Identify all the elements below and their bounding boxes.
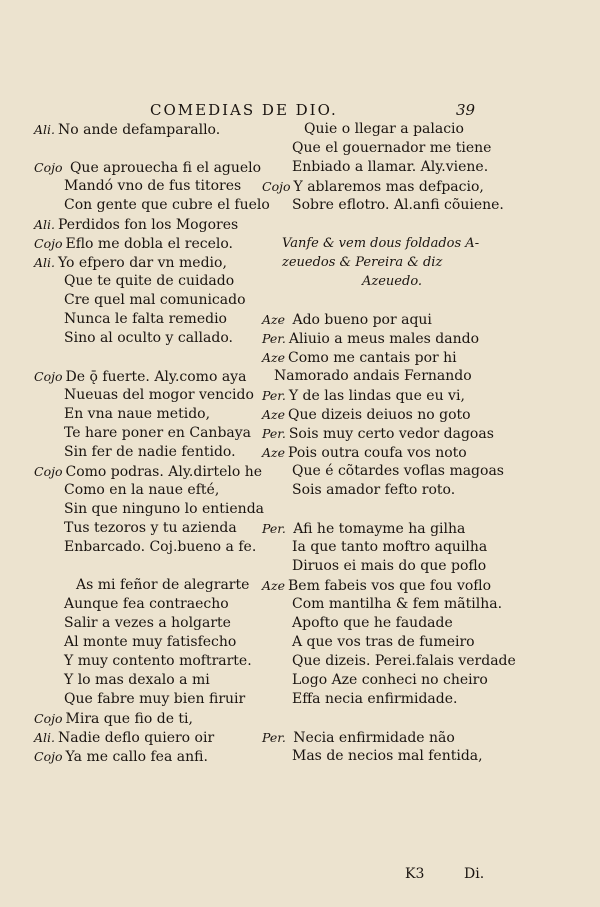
verse-text: Y muy contento moftrarte. [64,653,252,669]
verse-text: Diruos ei mais do que poflo [292,558,487,574]
verse-line [34,177,284,196]
verse-text: Te hare poner en Canbaya [64,425,252,441]
verse-text: Afi he tomayme ha gilha [288,521,466,537]
verse-text: Aliuio a meus males dando [288,331,480,347]
verse-text: Bem fabeis vos que fou voflo [288,578,492,594]
verse-line [34,652,284,671]
verse-text: Necia enfirmidade não [288,730,455,746]
verse-line [262,329,592,348]
verse-text: Ia que tanto moftro aquilha [292,539,488,555]
speaker-label: Aze [262,578,286,593]
verse-text: Y de las lindas que eu vi, [288,388,465,404]
verse-line [262,576,592,595]
speaker-label: Aze [262,407,286,422]
verse-text: Sin fer de nadie fentido. [64,444,236,460]
verse-text: Y lo mas dexalo a mi [64,672,210,688]
speaker-label: Cojo [34,464,63,479]
verse-text: Apofto que he faudade [292,615,453,631]
verse-line [34,234,284,253]
verse-text: Eflo me dobla el recelo. [65,236,234,252]
verse-line [34,481,284,500]
running-title: COMEDIAS DE DIO. [150,101,338,119]
stanza-gap [262,291,592,310]
verse-line [34,709,284,728]
verse-text: En vna naue metido, [64,406,211,422]
verse-text: Que dizeis deiuos no goto [288,407,471,423]
verse-line [262,747,592,766]
verse-line [34,614,284,633]
speaker-label: Cojo [34,711,63,726]
verse-line [34,690,284,709]
speaker-label: Aze [262,445,286,460]
verse-text: Sois amador fefto roto. [292,482,456,498]
speaker-label: Cojo [34,749,63,764]
verse-text: Sois muy certo vedor dagoas [288,426,494,442]
speaker-label: Per. [262,388,286,403]
speaker-label: Cojo [34,236,63,251]
verse-line [34,462,284,481]
verse-line [34,329,284,348]
verse-line [34,443,284,462]
verse-line [262,481,592,500]
speaker-label: Aze [262,350,286,365]
verse-line [34,728,284,747]
verse-line [262,462,592,481]
verse-line [262,386,592,405]
stanza-gap [34,348,284,367]
folio-number: 39 [456,101,476,119]
verse-line [34,500,284,519]
verse-line [34,272,284,291]
verse-line [262,671,592,690]
verse-text: As mi feñor de alegrarte [76,577,250,593]
verse-text: Al monte muy fatisfecho [64,634,237,650]
verse-line [262,348,592,367]
verse-text: Pois outra coufa vos noto [288,445,467,461]
verse-text: A que vos tras de fumeiro [292,634,475,650]
verse-text: No ande defamparallo. [58,122,221,138]
right-column [262,120,592,766]
verse-text: Sino al oculto y callado. [64,330,233,346]
verse-line [34,595,284,614]
stage-direction [262,272,592,291]
verse-text: Cre quel mal comunicado [64,292,246,308]
verse-text: Que é cõtardes voflas magoas [292,463,504,479]
speaker-label: Per. [262,331,286,346]
verse-line [34,158,284,177]
verse-text: Que dizeis. Perei.falais verdade [292,653,516,669]
speaker-label: Ali. [34,730,55,745]
speaker-label: Ali. [34,255,55,270]
stanza-gap [34,139,284,158]
left-column [34,120,284,766]
verse-text: Nueuas del mogor vencido [64,387,254,403]
verse-text: Sin que ninguno lo entienda [64,501,265,517]
verse-text: Tus tezoros y tu azienda [64,520,237,536]
verse-line [262,405,592,424]
verse-line [34,120,284,139]
verse-line [262,538,592,557]
verse-line [34,291,284,310]
verse-text: Que el gouernador me tiene [292,140,492,156]
verse-line [262,728,592,747]
verse-text: Que te quite de cuidado [64,273,235,289]
verse-text: Aunque fea contraecho [64,596,229,612]
verse-text: Como podras. Aly.dirtelo he [65,464,263,480]
stage-direction [262,253,592,272]
stage-direction-text: zeuedos & Pereira & diz [282,255,443,270]
verse-line [262,557,592,576]
verse-text: Ado bueno por aqui [288,312,432,328]
verse-text: Com mantilha & fem mãtilha. [292,596,503,612]
verse-line [34,538,284,557]
speaker-label: Per. [262,426,286,441]
verse-line [262,139,592,158]
verse-line [262,310,592,329]
stanza-gap [262,215,592,234]
verse-line [34,424,284,443]
verse-text: Mas de necios mal fentida, [292,748,483,764]
verse-text: Y ablaremos mas defpacio, [293,179,484,195]
verse-text: Con gente que cubre el fuelo [64,197,270,213]
speaker-label: Aze [262,312,286,327]
verse-line [262,120,592,139]
verse-text: Que fabre muy bien firuir [64,691,246,707]
speaker-label: Ali. [34,217,55,232]
verse-line [262,519,592,538]
verse-text: Enbarcado. Coj.bueno a fe. [64,539,257,555]
verse-line [34,519,284,538]
verse-text: Yo efpero dar vn medio, [58,255,227,271]
verse-text: Nunca le falta remedio [64,311,227,327]
verse-text: Que aprouecha fi el aguelo [65,160,262,176]
speaker-label: Cojo [34,160,63,175]
verse-line [34,747,284,766]
verse-text: Como en la naue efté, [64,482,220,498]
verse-line [262,196,592,215]
stanza-gap [262,709,592,728]
verse-line [262,443,592,462]
verse-line [34,671,284,690]
verse-line [262,614,592,633]
verse-text: Nadie deflo quiero oir [58,730,215,746]
stanza-gap [34,557,284,576]
signature-mark: K3 [405,866,425,882]
verse-text: Effa necia enfirmidade. [292,691,458,707]
speaker-label: Per. [262,521,286,536]
verse-line [34,386,284,405]
verse-text: Como me cantais por hi [288,350,457,366]
verse-line [34,310,284,329]
speaker-label: Ali. [34,122,55,137]
verse-text: Enbiado a llamar. Aly.viene. [292,159,489,175]
verse-line [262,177,592,196]
verse-line [34,253,284,272]
catchword: Di. [464,866,485,882]
verse-line [34,367,284,386]
verse-text: Perdidos fon los Mogores [58,217,239,233]
stanza-gap [262,500,592,519]
verse-text: Ya me callo fea anfi. [65,749,208,765]
verse-text: Sobre eflotro. Al.anfi cõuiene. [292,197,504,213]
verse-line [262,652,592,671]
speaker-label: Cojo [34,369,63,384]
verse-line [262,633,592,652]
verse-line [262,158,592,177]
verse-line [34,215,284,234]
verse-line [262,595,592,614]
verse-line [262,690,592,709]
stage-direction-text: Vanfe & vem dous foldados A- [282,236,480,251]
speaker-label: Per. [262,730,286,745]
verse-text: Quie o llegar a palacio [304,121,464,137]
verse-line [262,424,592,443]
verse-text: Namorado andais Fernando [274,368,472,384]
stage-direction-text: Azeuedo. [362,274,423,289]
verse-line [34,196,284,215]
verse-text: Mandó vno de fus titores [64,178,242,194]
verse-line [34,633,284,652]
verse-line [34,576,284,595]
speaker-label: Cojo [262,179,291,194]
verse-text: Salir a vezes a holgarte [64,615,231,631]
verse-text: Logo Aze conheci no cheiro [292,672,488,688]
verse-line [34,405,284,424]
verse-text: De ǭ fuerte. Aly.como aya [65,369,247,385]
stage-direction [262,234,592,253]
verse-text: Mira que fio de ti, [65,711,193,727]
verse-line [262,367,592,386]
